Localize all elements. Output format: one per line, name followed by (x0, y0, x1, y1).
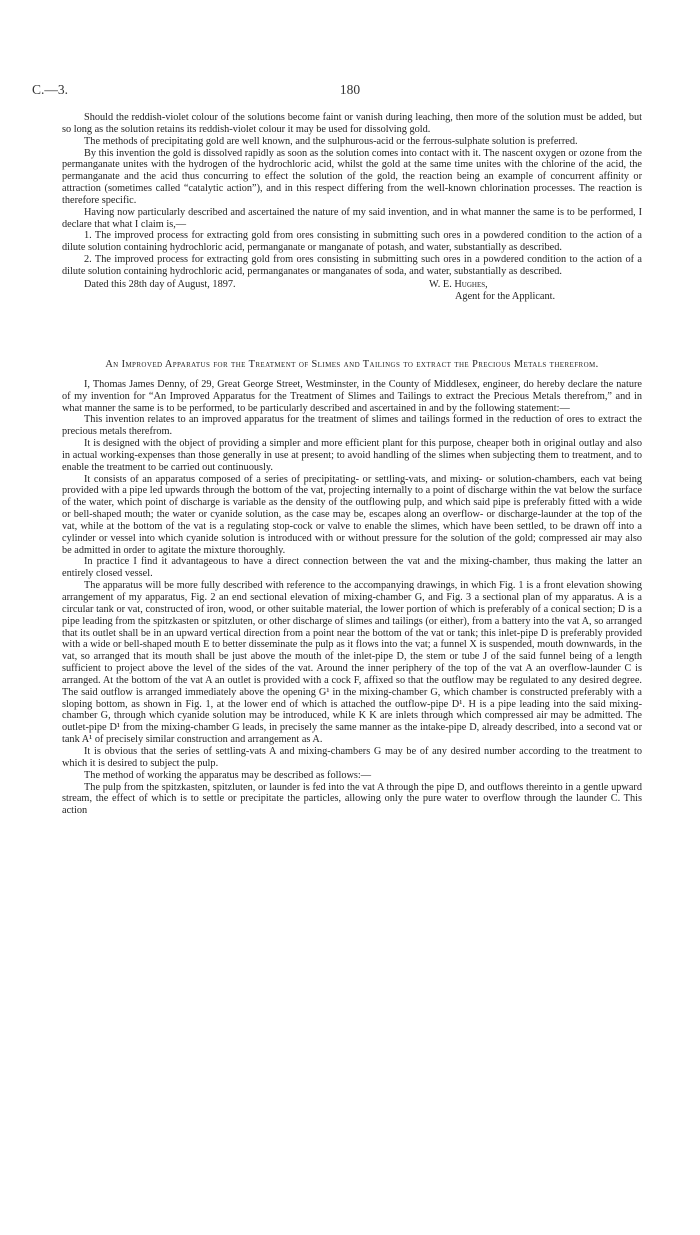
paragraph: In practice I find it advantageous to have a direct connection between the vat and the mixing-chamber, thus making the latter an entirely closed vessel. (62, 556, 642, 580)
paragraph: The apparatus will be more fully described with reference to the accompanying drawings, in which Fig. 1 is a front elevation showing arrangement of my apparatus, Fig. 2 an end sectional elevation of mixing-chamber G, and Fig. 3 a sectional plan of my apparatus. A is a circular tank or vat, constructed of iron, wood, or other suitable material, the lower portion of which is preferably of a conical section; D is a pipe leading from the spitzkasten or spitzluten, or other discharge of slimes and tailings (or either), from a battery into the vat A, so arranged that its outlet shall be in an upward vertical direction from a point near the bottom of the vat or tank; this inlet-pipe D is preferably provided with a wide or bell-shaped mouth E to better disseminate the pulp as it flows into the vat; a funnel X is suspended, mouth downwards, in the vat, so arranged that its mouth shall be just above the mouth of the inlet-pipe D, the stem or tube J of the said funnel being of a length sufficient to project above the level of the sides of the vat. Around the inner periphery of the top of the vat A an overflow-launder C is arranged. At the bottom of the vat A an outlet is provided with a cock F, affixed so that the outflow may be regulated to any desired degree. The said outflow is arranged immediately above the opening G¹ in the mixing-chamber G, which chamber is constructed preferably with a sloping bottom, as shown in Fig. 1, at the lower end of which is attached the outflow-pipe D¹. H is a pipe leading into the said mixing-chamber G, through which cyanide solution may be introduced, while K K are inlets through which compressed air may be admitted. The outlet-pipe D¹ from the mixing-chamber G leads, in precisely the same manner as the intake-pipe D, already described, into a second vat or tank A¹ of precisely similar construction and arrangement as A. (62, 580, 642, 746)
signature-name: W. E. Hughes, (429, 278, 488, 290)
paragraph: It is designed with the object of providing a simpler and more efficient plant for this purpose, cheaper both in original outlay and also in actual working-expenses than those generally in use at present; to avoid handling of the slimes when subjecting them to treatment, and to enable the treatment to be carried out continuously. (62, 438, 642, 473)
claim-1: 1. The improved process for extracting gold from ores consisting in submitting such ores in a powdered condition to the action of a dilute solution containing hydrochloric acid, permanganate or manganate of potash, and water, substantially as described. (62, 230, 642, 254)
paragraph: The method of working the apparatus may be described as follows:— (84, 769, 372, 781)
paragraph: It is obvious that the series of settling-vats A and mixing-chambers G may be of any desired number according to the treatment to which it is desired to subject the pulp. (62, 745, 642, 769)
paragraph: It consists of an apparatus composed of a series of precipitating- or settling-vats, and mixing- or solution-chambers, each vat being provided with a pipe led upwards through the bottom of the vat, projecting internally to a point of discharge within the vat below the surface of the water, which point of discharge is variable as the density of the outflowing pulp, and which said pipe is preferably fitted with a wide or bell-shaped mouth; the water or cyanide solution, as the case may be, escapes along an overflow- or discharge-launder at the top of the vat, while at the bottom of the vat is a regulating stop-cock or valve to enable the slimes, which have been settled, to be drawn off into a cylinder or vessel into which cyanide solution is introduced with or without pressure for the solution of the gold; compressed air may also be admitted in order to agitate the mixture thoroughly. (62, 473, 642, 556)
paragraph: Having now particularly described and ascertained the nature of my said invention, and in what manner the same is to be performed, I declare that what I claim is,— (62, 206, 642, 230)
paragraph: The methods of precipitating gold are well known, and the sulphurous-acid or the ferrous-sulphate solution is preferred. (84, 135, 578, 147)
paragraph: Should the reddish-violet colour of the solutions become faint or vanish during leaching, then more of the solution must be added, but so long as the solution retains its reddish-violet colour it may be used for dissolving gold. (62, 112, 642, 135)
page-header (32, 82, 668, 98)
signature-role: Agent for the Applicant. (455, 290, 556, 302)
page-body (62, 112, 642, 817)
paragraph: I, Thomas James Denny, of 29, Great George Street, Westminster, in the County of Middlesex, engineer, do hereby declare the nature of my invention for “An Improved Apparatus for the Treatment of Slimes and Tailings to extract the Precious Metals therefrom,” and in what manner the same is to be performed, to be particularly described and ascertained in and by the following statement:— (62, 378, 642, 414)
claim-2: 2. The improved process for extracting gold from ores consisting in submitting such ores in a powdered condition to the action of a dilute solution containing hydrochloric acid, permanganates or manganates of soda, and water, substantially as described. (62, 254, 642, 277)
document-reference: C.—3. (32, 82, 69, 97)
signature-block (62, 279, 642, 303)
page-number: 180 (339, 82, 361, 97)
paragraph: The pulp from the spitzkasten, spitzluten, or launder is fed into the vat A through the pipe D, and outflows thereinto in a gentle upward stream, the effect of which is to settle or precipitate the particles, allowing only the pure water to overflow through the launder C. This action (62, 781, 642, 817)
signature-date: Dated this 28th day of August, 1897. (84, 278, 236, 290)
section-title: An Improved Apparatus for the Treatment of Slimes and Tailings to extract the Precious Metals therefrom. (105, 358, 599, 370)
paragraph: By this invention the gold is dissolved rapidly as soon as the solution comes into contact with it. The nascent oxygen or ozone from the permanganate unites with the hydrogen of the hydrochloric acid, whilst the gold at the same time unites with the chlorine of the acid, the permanganate and the acid thus concurring to effect the solution of the gold, the reaction being an example of concurrent affinity or attraction (sometimes called “catalytic action”), and in this respect differing from the well-known chlorination processes. The reaction is therefore specific. (62, 147, 642, 206)
paragraph: This invention relates to an improved apparatus for the treatment of slimes and tailings formed in the reduction of ores to extract the precious metals therefrom. (62, 414, 642, 438)
